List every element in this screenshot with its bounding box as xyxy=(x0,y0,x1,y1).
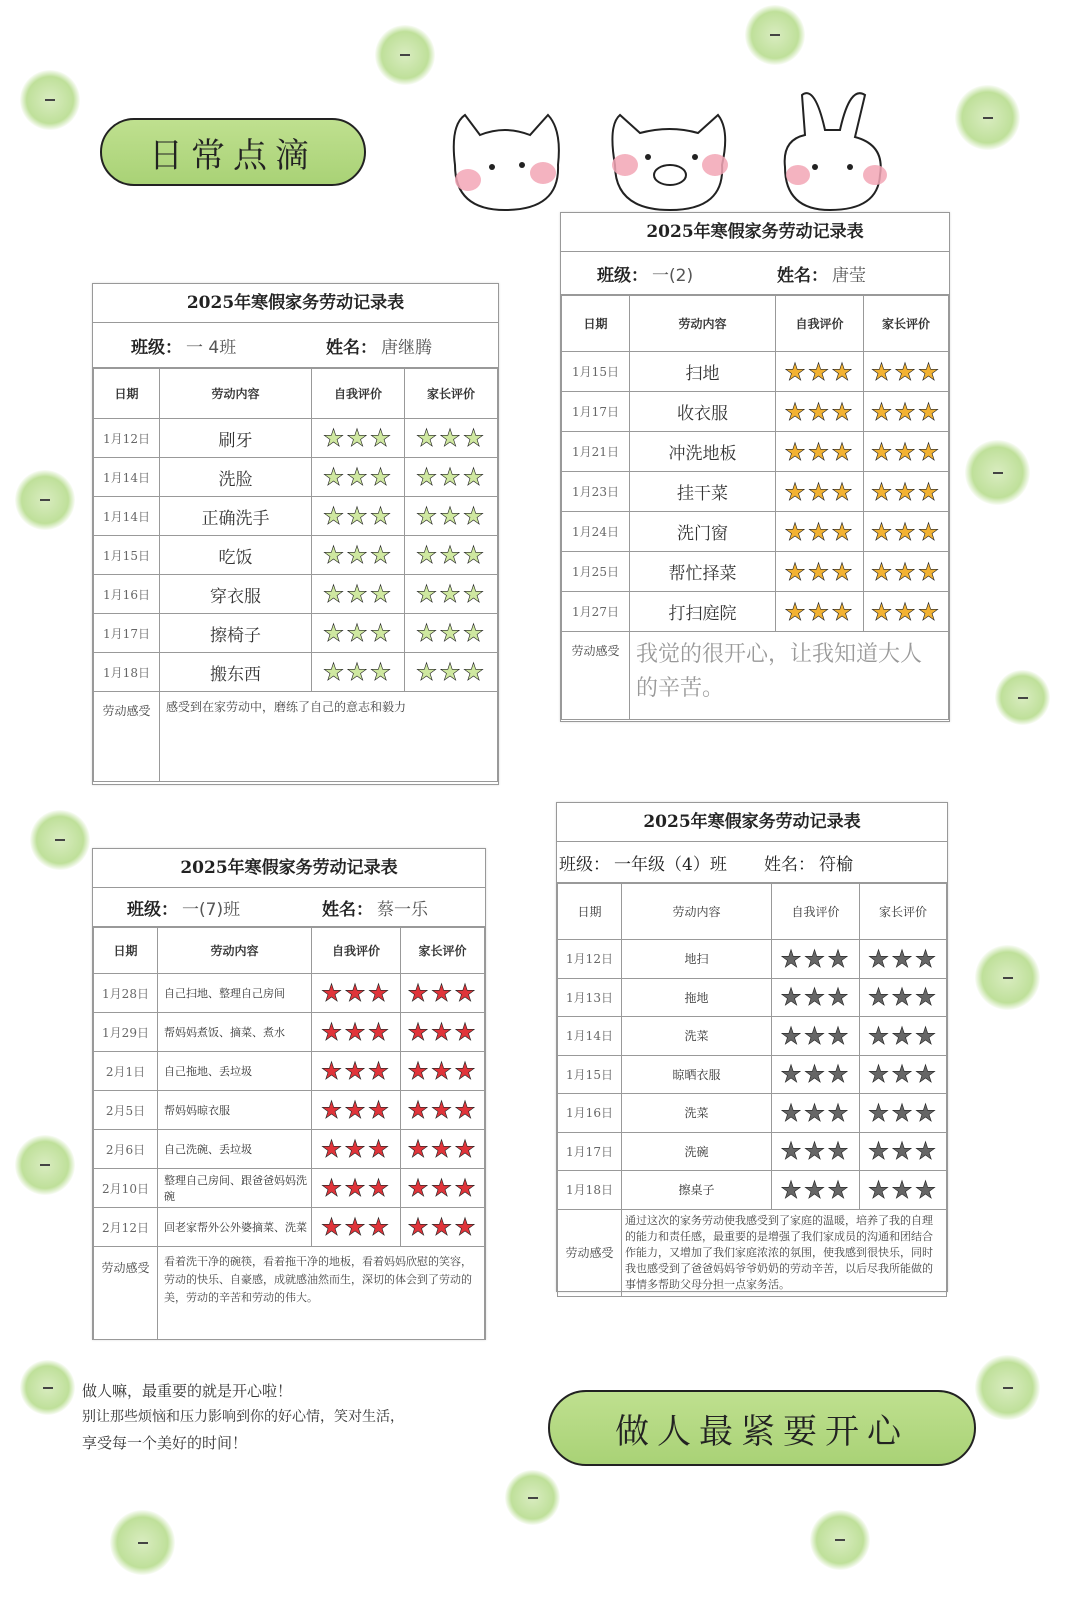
record-row xyxy=(558,940,947,979)
record-row xyxy=(562,432,949,472)
record-row xyxy=(558,1171,947,1210)
sheet-title: 2025年寒假家务劳动记录表 xyxy=(93,284,498,323)
self-rating-stars: ★★★ xyxy=(772,940,860,979)
record-sheet-4 xyxy=(556,802,948,1292)
parent-rating-header: 家长评价 xyxy=(401,928,485,974)
record-row xyxy=(94,653,498,692)
decorative-dot xyxy=(15,470,75,530)
animal-faces-illustration xyxy=(430,85,930,220)
row-task: 晾晒衣服 xyxy=(622,1055,772,1094)
row-task: 洗菜 xyxy=(622,1094,772,1133)
parent-rating-stars: ★★★ xyxy=(860,978,947,1017)
record-row xyxy=(562,352,949,392)
decorative-dot xyxy=(975,1355,1040,1420)
row-task: 帮忙择菜 xyxy=(630,552,776,592)
self-rating-stars: ★★★ xyxy=(312,1130,401,1169)
name-label: 姓名： xyxy=(777,265,828,286)
row-date: 1月15日 xyxy=(94,536,160,575)
record-row xyxy=(94,1052,485,1091)
decorative-dot xyxy=(20,70,80,130)
row-date: 1月28日 xyxy=(94,974,158,1013)
task-header: 劳动内容 xyxy=(160,369,312,419)
parent-rating-stars: ★★★ xyxy=(864,592,949,632)
parent-rating-stars: ★★★ xyxy=(864,472,949,512)
record-table xyxy=(557,883,947,1297)
row-date: 1月14日 xyxy=(94,458,160,497)
row-task: 洗菜 xyxy=(622,1017,772,1056)
row-task: 擦桌子 xyxy=(622,1171,772,1210)
parent-rating-stars: ★★★ xyxy=(401,1091,485,1130)
parent-rating-stars: ★★★ xyxy=(864,512,949,552)
class-label: 班级： xyxy=(597,265,648,286)
decorative-dot xyxy=(965,440,1030,505)
task-header: 劳动内容 xyxy=(630,296,776,352)
parent-rating-header: 家长评价 xyxy=(860,884,947,940)
row-date: 1月18日 xyxy=(558,1171,622,1210)
feeling-text: 通过这次的家务劳动使我感受到了家庭的温暖，培养了我的自理的能力和责任感，最重要的是增强了我们家成员的沟通和团结合作能力，又增加了我们家庭浓浓的氛围，使我感到很快乐，同时我也感受到了爸爸妈妈爷爷奶奶的劳动辛苦，以后尽我所能做的事情多帮助父母分担一点家务活。 xyxy=(622,1209,947,1296)
self-rating-stars: ★★★ xyxy=(312,1091,401,1130)
self-rating-stars: ★★★ xyxy=(776,472,864,512)
self-rating-stars: ★★★ xyxy=(312,458,405,497)
self-rating-stars: ★★★ xyxy=(312,1013,401,1052)
parent-rating-stars: ★★★ xyxy=(864,552,949,592)
footer-slogan: 做人最紧要开心 xyxy=(615,1411,909,1452)
footer-note xyxy=(82,1378,542,1456)
self-rating-stars: ★★★ xyxy=(312,536,405,575)
parent-rating-stars: ★★★ xyxy=(864,352,949,392)
row-date: 1月13日 xyxy=(558,978,622,1017)
row-task: 自己拖地、丢垃圾 xyxy=(158,1052,312,1091)
self-rating-stars: ★★★ xyxy=(312,614,405,653)
parent-rating-stars: ★★★ xyxy=(860,940,947,979)
class-label: 班级： xyxy=(131,337,182,358)
decorative-dot xyxy=(375,25,435,85)
self-rating-stars: ★★★ xyxy=(312,974,401,1013)
row-date: 1月17日 xyxy=(94,614,160,653)
self-rating-header: 自我评价 xyxy=(776,296,864,352)
row-date: 1月15日 xyxy=(558,1055,622,1094)
parent-rating-stars: ★★★ xyxy=(405,497,498,536)
record-row xyxy=(558,1055,947,1094)
sheet-title: 2025年寒假家务劳动记录表 xyxy=(557,803,947,842)
parent-rating-header: 家长评价 xyxy=(864,296,949,352)
record-row xyxy=(94,1169,485,1208)
row-date: 2月10日 xyxy=(94,1169,158,1208)
self-rating-stars: ★★★ xyxy=(312,1052,401,1091)
row-date: 2月6日 xyxy=(94,1130,158,1169)
parent-rating-stars: ★★★ xyxy=(860,1094,947,1133)
self-rating-stars: ★★★ xyxy=(772,1017,860,1056)
row-task: 回老家帮外公外婆摘菜、洗菜 xyxy=(158,1208,312,1247)
row-date: 1月16日 xyxy=(558,1094,622,1133)
row-task: 穿衣服 xyxy=(160,575,312,614)
feeling-label: 劳动感受 xyxy=(562,632,630,720)
self-rating-stars: ★★★ xyxy=(772,1055,860,1094)
row-task: 自己扫地、整理自己房间 xyxy=(158,974,312,1013)
feeling-text: 感受到在家劳动中，磨练了自己的意志和毅力 xyxy=(160,692,498,782)
parent-rating-stars: ★★★ xyxy=(405,575,498,614)
row-task: 扫地 xyxy=(630,352,776,392)
self-rating-stars: ★★★ xyxy=(776,432,864,472)
self-rating-stars: ★★★ xyxy=(776,512,864,552)
date-header: 日期 xyxy=(558,884,622,940)
row-date: 1月27日 xyxy=(562,592,630,632)
row-task: 拖地 xyxy=(622,978,772,1017)
row-task: 洗门窗 xyxy=(630,512,776,552)
task-header: 劳动内容 xyxy=(158,928,312,974)
parent-rating-header: 家长评价 xyxy=(405,369,498,419)
record-row xyxy=(558,1132,947,1171)
row-task: 打扫庭院 xyxy=(630,592,776,632)
class-value: 一(7)班 xyxy=(182,899,241,920)
record-row xyxy=(558,1094,947,1133)
row-date: 1月12日 xyxy=(94,419,160,458)
row-date: 2月12日 xyxy=(94,1208,158,1247)
parent-rating-stars: ★★★ xyxy=(860,1132,947,1171)
decorative-dot xyxy=(110,1510,175,1575)
name-label: 姓名： xyxy=(326,337,377,358)
header-title: 日常点滴 xyxy=(149,135,317,176)
record-row xyxy=(94,536,498,575)
record-row xyxy=(94,1208,485,1247)
name-value: 唐继腾 xyxy=(381,337,432,358)
header-title-pill xyxy=(100,118,366,186)
parent-rating-stars: ★★★ xyxy=(405,614,498,653)
parent-rating-stars: ★★★ xyxy=(860,1171,947,1210)
self-rating-stars: ★★★ xyxy=(776,592,864,632)
record-sheet-1 xyxy=(92,283,499,785)
feeling-label: 劳动感受 xyxy=(94,692,160,782)
row-task: 刷牙 xyxy=(160,419,312,458)
self-rating-stars: ★★★ xyxy=(776,552,864,592)
parent-rating-stars: ★★★ xyxy=(405,419,498,458)
parent-rating-stars: ★★★ xyxy=(864,432,949,472)
class-label: 班级： xyxy=(127,899,178,920)
parent-rating-stars: ★★★ xyxy=(860,1055,947,1094)
record-row xyxy=(94,419,498,458)
self-rating-stars: ★★★ xyxy=(312,419,405,458)
self-rating-stars: ★★★ xyxy=(772,1094,860,1133)
row-date: 1月17日 xyxy=(558,1132,622,1171)
record-row xyxy=(94,575,498,614)
row-task: 吃饭 xyxy=(160,536,312,575)
parent-rating-stars: ★★★ xyxy=(401,974,485,1013)
decorative-dot xyxy=(955,85,1020,150)
decorative-dot xyxy=(810,1510,870,1570)
footer-slogan-pill xyxy=(548,1390,976,1466)
decorative-dot xyxy=(995,670,1050,725)
record-table xyxy=(93,368,498,782)
self-rating-stars: ★★★ xyxy=(312,653,405,692)
date-header: 日期 xyxy=(94,928,158,974)
row-task: 自己洗碗、丢垃圾 xyxy=(158,1130,312,1169)
name-value: 蔡一乐 xyxy=(377,899,428,920)
name-value: 符榆 xyxy=(819,854,853,875)
record-row xyxy=(562,392,949,432)
row-date: 1月24日 xyxy=(562,512,630,552)
record-row xyxy=(94,1091,485,1130)
feeling-label: 劳动感受 xyxy=(558,1209,622,1296)
decorative-dot xyxy=(745,5,805,65)
record-row xyxy=(558,1017,947,1056)
record-row xyxy=(94,497,498,536)
parent-rating-stars: ★★★ xyxy=(401,1130,485,1169)
parent-rating-stars: ★★★ xyxy=(405,458,498,497)
row-date: 1月14日 xyxy=(558,1017,622,1056)
record-sheet-3 xyxy=(92,848,486,1340)
self-rating-stars: ★★★ xyxy=(772,978,860,1017)
self-rating-stars: ★★★ xyxy=(312,1169,401,1208)
row-date: 1月21日 xyxy=(562,432,630,472)
self-rating-header: 自我评价 xyxy=(312,369,405,419)
decorative-dot xyxy=(30,810,90,870)
decorative-dot xyxy=(20,1360,75,1415)
record-row xyxy=(562,472,949,512)
row-task: 搬东西 xyxy=(160,653,312,692)
row-date: 1月14日 xyxy=(94,497,160,536)
class-value: 一年级（4）班 xyxy=(614,854,727,875)
sheet-title: 2025年寒假家务劳动记录表 xyxy=(93,849,485,888)
row-task: 帮妈妈晾衣服 xyxy=(158,1091,312,1130)
record-row xyxy=(94,1130,485,1169)
row-date: 1月17日 xyxy=(562,392,630,432)
parent-rating-stars: ★★★ xyxy=(401,1208,485,1247)
row-date: 1月15日 xyxy=(562,352,630,392)
row-task: 正确洗手 xyxy=(160,497,312,536)
self-rating-header: 自我评价 xyxy=(312,928,401,974)
row-task: 擦椅子 xyxy=(160,614,312,653)
self-rating-stars: ★★★ xyxy=(776,392,864,432)
name-label: 姓名： xyxy=(322,899,373,920)
row-task: 地扫 xyxy=(622,940,772,979)
date-header: 日期 xyxy=(562,296,630,352)
row-task: 挂干菜 xyxy=(630,472,776,512)
parent-rating-stars: ★★★ xyxy=(401,1169,485,1208)
decorative-dot xyxy=(15,1135,75,1195)
record-row xyxy=(94,1013,485,1052)
self-rating-stars: ★★★ xyxy=(312,497,405,536)
date-header: 日期 xyxy=(94,369,160,419)
record-table xyxy=(561,295,949,720)
row-task: 冲洗地板 xyxy=(630,432,776,472)
record-sheet-2 xyxy=(560,212,950,722)
self-rating-header: 自我评价 xyxy=(772,884,860,940)
parent-rating-stars: ★★★ xyxy=(864,392,949,432)
row-date: 2月1日 xyxy=(94,1052,158,1091)
record-row xyxy=(562,592,949,632)
row-task: 帮妈妈煮饭、摘菜、煮水 xyxy=(158,1013,312,1052)
record-row xyxy=(558,978,947,1017)
self-rating-stars: ★★★ xyxy=(776,352,864,392)
row-task: 洗脸 xyxy=(160,458,312,497)
note-line: 享受每一个美好的时间！ xyxy=(82,1434,248,1452)
row-date: 1月12日 xyxy=(558,940,622,979)
self-rating-stars: ★★★ xyxy=(312,1208,401,1247)
row-date: 2月5日 xyxy=(94,1091,158,1130)
row-date: 1月29日 xyxy=(94,1013,158,1052)
record-table xyxy=(93,927,485,1340)
row-date: 1月25日 xyxy=(562,552,630,592)
row-date: 1月18日 xyxy=(94,653,160,692)
sheet-title: 2025年寒假家务劳动记录表 xyxy=(561,213,949,252)
class-label: 班级： xyxy=(559,854,610,875)
class-value: 一(2) xyxy=(652,265,694,286)
name-label: 姓名： xyxy=(764,854,815,875)
decorative-dot xyxy=(505,1470,560,1525)
note-line: 别让那些烦恼和压力影响到你的好心情，笑对生活， xyxy=(82,1409,404,1425)
feeling-text: 我觉的很开心，让我知道大人的辛苦。 xyxy=(630,632,949,720)
record-row xyxy=(562,552,949,592)
feeling-label: 劳动感受 xyxy=(94,1247,158,1340)
row-task: 收衣服 xyxy=(630,392,776,432)
parent-rating-stars: ★★★ xyxy=(405,653,498,692)
feeling-text: 看着洗干净的碗筷，看着拖干净的地板，看着妈妈欣慰的笑容，劳动的快乐、自豪感，成就感油然而生，深切的体会到了劳动的美，劳动的辛苦和劳动的伟大。 xyxy=(158,1247,485,1340)
row-task: 洗碗 xyxy=(622,1132,772,1171)
parent-rating-stars: ★★★ xyxy=(401,1052,485,1091)
task-header: 劳动内容 xyxy=(622,884,772,940)
record-row xyxy=(94,614,498,653)
decorative-dot xyxy=(975,945,1040,1010)
name-value: 唐莹 xyxy=(832,265,866,286)
record-row xyxy=(562,512,949,552)
row-date: 1月16日 xyxy=(94,575,160,614)
parent-rating-stars: ★★★ xyxy=(405,536,498,575)
self-rating-stars: ★★★ xyxy=(312,575,405,614)
parent-rating-stars: ★★★ xyxy=(401,1013,485,1052)
class-value: 一 4班 xyxy=(186,337,237,358)
row-task: 整理自己房间、跟爸爸妈妈洗碗 xyxy=(158,1169,312,1208)
row-date: 1月23日 xyxy=(562,472,630,512)
record-row xyxy=(94,974,485,1013)
note-line: 做人嘛，最重要的就是开心啦！ xyxy=(82,1382,293,1400)
parent-rating-stars: ★★★ xyxy=(860,1017,947,1056)
self-rating-stars: ★★★ xyxy=(772,1132,860,1171)
record-row xyxy=(94,458,498,497)
self-rating-stars: ★★★ xyxy=(772,1171,860,1210)
